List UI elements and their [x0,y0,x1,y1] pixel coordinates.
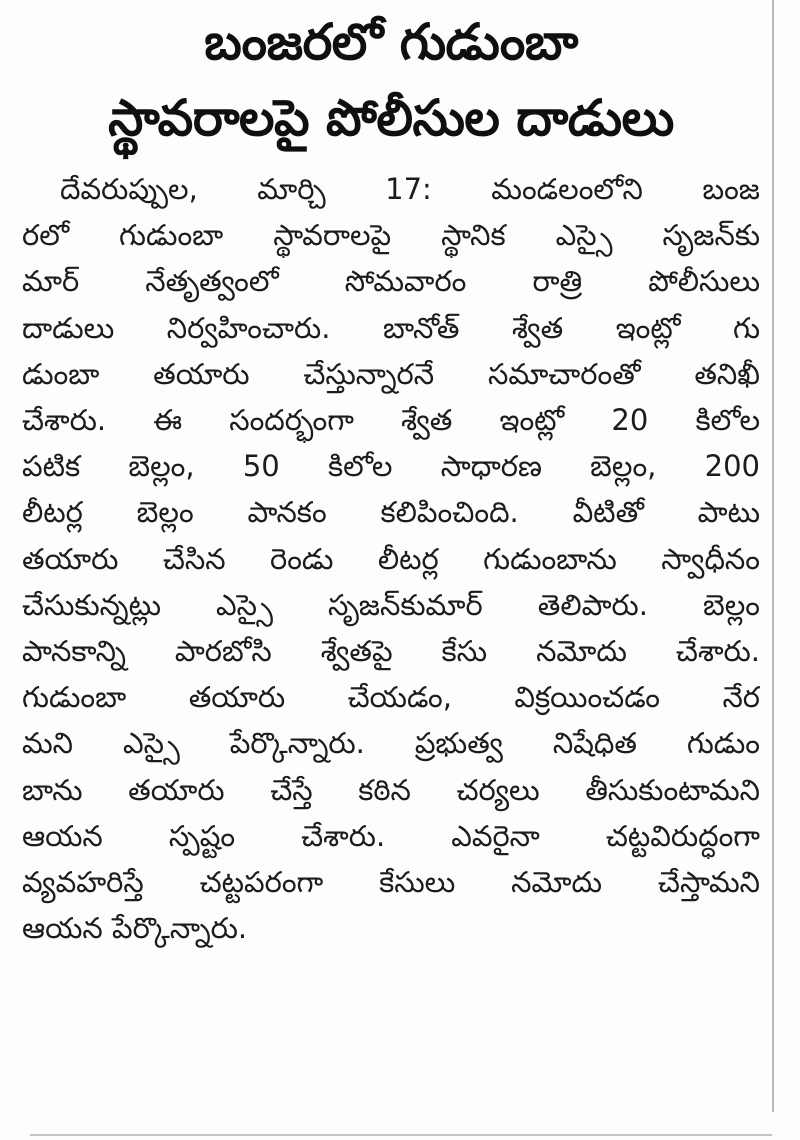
body-line-8: లీటర్ల బెల్లం పానకం కలిపించింది. వీటితో పాటు [22,495,760,530]
body-line-16: వ్యవహరిస్తే చట్టపరంగా కేసులు నమోదు చేస్తామని [22,865,760,900]
body-line-6: చేశారు. ఈ సందర్భంగా శ్వేత ఇంట్లో 20 కిలోల [22,403,760,438]
article-body [22,166,760,951]
body-line-15: ఆయన స్పష్టం చేశారు. ఎవరైనా చట్టవిరుద్ధంగా [22,818,760,853]
body-line-12: గుడుంబా తయారు చేయడం, విక్రయించడం నేర [22,680,760,715]
body-line-11: పానకాన్ని పారబోసి శ్వేతపై కేసు నమోదు చేశారు. [22,634,760,669]
body-line-13: మని ఎస్సై పేర్కొన్నారు. ప్రభుత్వ నిషేధిత గుడుం [22,726,760,761]
bottom-divider [30,1134,772,1136]
body-line-5: డుంబా తయారు చేస్తున్నారనే సమాచారంతో తనిఖీ [22,356,760,391]
body-line-3: మార్ నేతృత్వంలో సోమవారం రాత్రి పోలీసులు [22,264,760,299]
body-line-10: చేసుకున్నట్లు ఎస్సై సృజన్‌కుమార్ తెలిపారు. బెల్లం [22,587,760,622]
body-line-9: తయారు చేసిన రెండు లీటర్ల గుడుంబాను స్వాధీనం [22,541,760,576]
headline-line-2: స్థావరాలపై పోలీసుల దాడులు [108,89,674,147]
body-line-2: రలో గుడుంబా స్థావరాలపై స్థానిక ఎస్సై సృజన్‌కు [22,218,760,253]
column-divider [772,0,774,1112]
body-line-4: దాడులు నిర్వహించారు. బానోత్ శ్వేత ఇంట్లో గు [22,310,760,345]
body-line-14: బాను తయారు చేస్తే కఠిన చర్యలు తీసుకుంటామని [22,772,760,807]
article-headline [22,4,760,156]
body-line-1: దేవరుప్పుల, మార్చి 17: మండలంలోని బంజ [60,172,760,206]
headline-line-1: బంజరలో గుడుంబా [204,13,578,71]
body-line-7: పటిక బెల్లం, 50 కిలోల సాధారణ బెల్లం, 200 [22,449,760,484]
body-line-17: ఆయన పేర్కొన్నారు. [22,911,248,946]
news-article [22,4,760,951]
